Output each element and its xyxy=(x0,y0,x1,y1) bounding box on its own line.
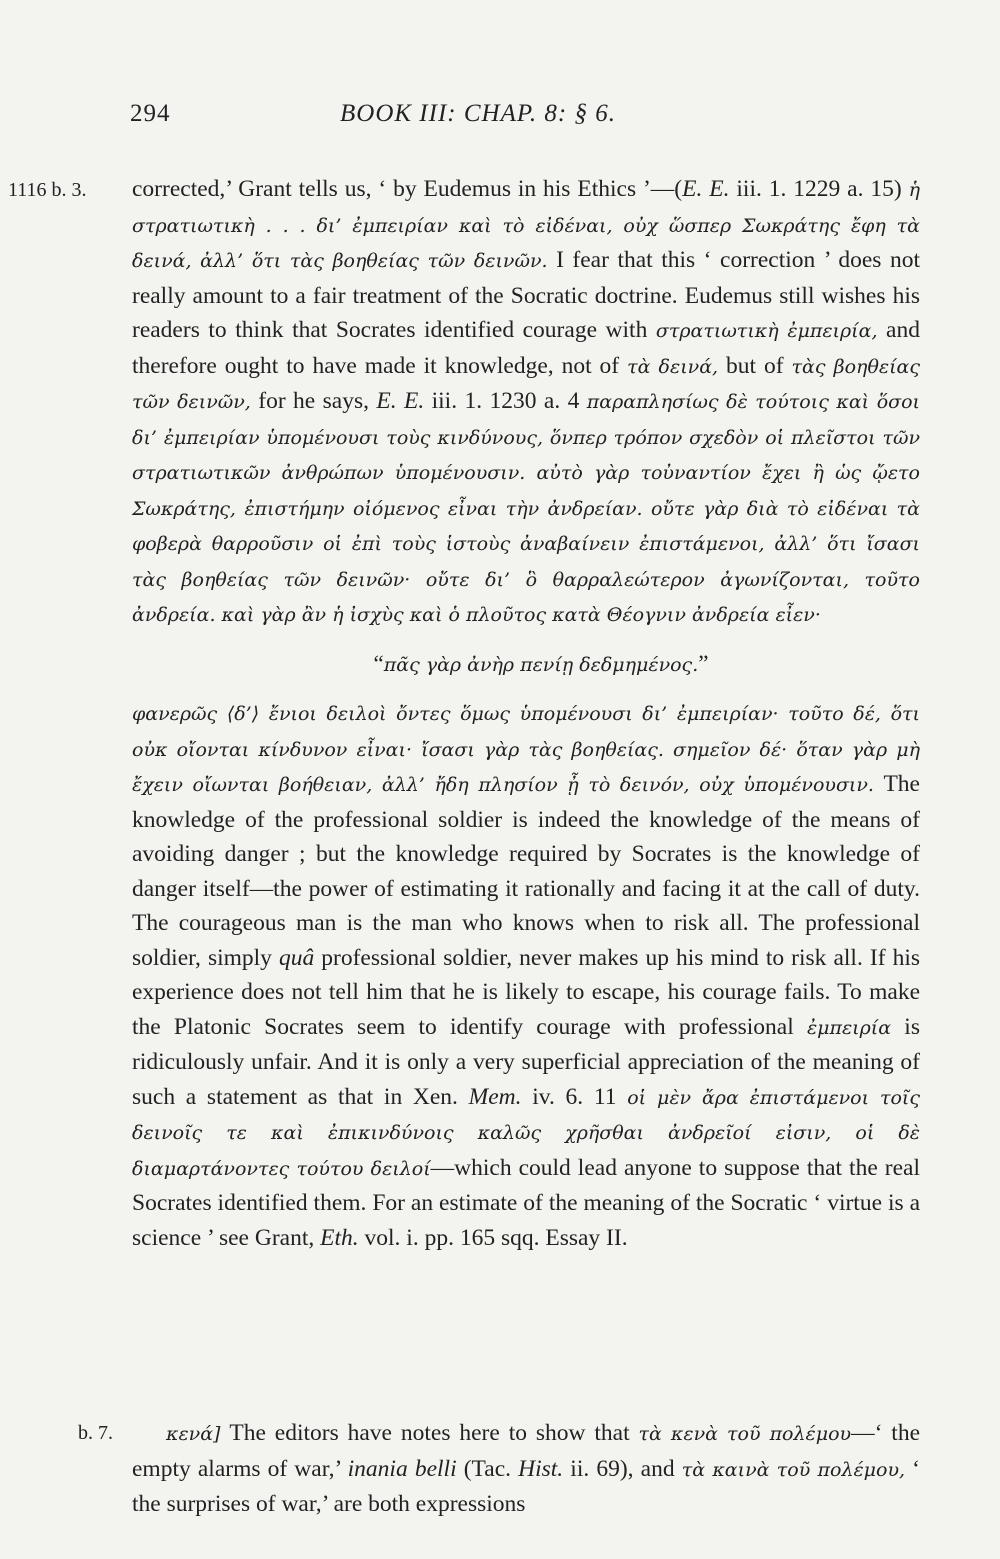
text-run: ‘ the surprises of war,’ are both expressions xyxy=(132,1455,921,1517)
quote-text: πᾶς γὰρ ἀνὴρ πενίῃ δεδμημένος. xyxy=(383,653,699,676)
greek-text: ἐμπειρία xyxy=(806,1016,892,1039)
italic-text: Mem. xyxy=(468,1083,522,1110)
greek-text: ἡ στρατιωτικὴ . . . δι’ ἐμπειρίαν καὶ τὸ εἰδέναι, οὐχ ὥσπερ Σωκράτης ἔφη τὰ δεινά, ἀλλ’ ὅτι τὰς βοηθείας τῶν δεινῶν. xyxy=(132,179,920,272)
text-run: for he says, xyxy=(250,388,377,414)
text-run: and therefore ought to have made it knowledge, not of xyxy=(132,317,920,379)
verse-quotation: “πᾶς γὰρ ἀνὴρ πενίῃ δεδμημένος.” xyxy=(373,650,709,676)
chapter-heading: BOOK III: CHAP. 8: § 6. xyxy=(340,100,616,127)
italic-text: E. E. xyxy=(376,388,425,414)
page-number: 294 xyxy=(130,100,171,127)
greek-text: φανερῶς ⟨δ’⟩ ἔνιοι δειλοὶ ὄντες ὅμως ὑπομένουσι δι’ ἐμπειρίαν· τοῦτο δέ, ὅτι οὐκ οἴονται κίνδυνον εἶναι· ἴσασι γὰρ τὰς βοηθείας. σημεῖον δέ· ὅταν γὰρ μὴ ἔχειν οἴωνται βοήθειαν, ἀλλ’ ἤδη πλησίον ᾖ τὸ δεινόν, οὐχ ὑπομένουσιν. xyxy=(132,703,920,796)
italic-text: E. E. xyxy=(682,176,730,202)
text-run: professional soldier, never makes up his mind to risk all. If his experience does not tell him that he is likely to escape, his courage fails. To make the Platonic Socrates seem to identify courage with professional xyxy=(132,944,920,1040)
text-run: (Tac. xyxy=(456,1455,519,1482)
note-paragraph xyxy=(132,1416,920,1522)
line-reference: b. 7. xyxy=(78,1422,113,1444)
text-run: iv. 6. 11 xyxy=(521,1083,628,1110)
greek-text: τὰ κενὰ τοῦ πολέμου xyxy=(638,1423,852,1445)
greek-text: κενά] xyxy=(166,1423,221,1445)
text-run: iii. 1. 1229 a. 15) xyxy=(729,176,909,202)
italic-text: Hist. xyxy=(518,1455,564,1482)
greek-text: τὰ δεινά, xyxy=(627,355,719,378)
greek-text: τὰς βοηθείας τῶν δεινῶν, xyxy=(132,355,920,413)
text-run: corrected,’ Grant tells us, ‘ by Eudemus in his Ethics ’—( xyxy=(132,176,683,202)
text-run: is ridiculously unfair. And it is only a very superficial appreciation of the meaning of such a statement as that in Xen. xyxy=(132,1013,920,1110)
text-run: ii. 69), and xyxy=(563,1455,682,1482)
text-run: The knowledge of the professional soldier is indeed the knowledge of the means of avoiding danger ; but the knowledge required by Socrates is the knowledge of danger itself—the power of estimating it rationally and facing it at the call of duty. The courageous man is the man who knows when to risk all. The professional soldier, simply xyxy=(132,771,920,971)
greek-text: παραπλησίως δὲ τούτοις καὶ ὅσοι δι’ ἐμπειρίαν ὑπομένουσι τοὺς κινδύνους, ὅνπερ τρόπον σχεδὸν οἱ πλεῖστοι τῶν στρατιωτικῶν ἀνθρώπων ὑπομένουσιν. αὐτὸ γὰρ τοὐναντίον ἔχει ἢ ὡς ᾤετο Σωκράτης, ἐπιστήμην οἰόμενος εἶναι τὴν ἀνδρείαν. οὔτε γὰρ διὰ τὸ εἰδέναι τὰ φοβερὰ θαρροῦσιν οἱ ἐπὶ τοὺς ἱστοὺς ἀναβαίνειν ἐπιστάμενοι, ἀλλ’ ὅτι ἴσασι τὰς βοηθείας τῶν δεινῶν· οὔτε δι’ ὃ θαρραλεώτερον ἀγωνίζονται, τοῦτο ἀνδρεία. καὶ γὰρ ἂν ἡ ἰσχὺς καὶ ὁ πλοῦτος κατὰ Θέογνιν ἀνδρεία εἶεν· xyxy=(132,391,920,626)
note-paragraph xyxy=(132,172,920,633)
text-run: vol. i. pp. 165 sqq. Essay II. xyxy=(358,1224,628,1251)
italic-text: inania belli xyxy=(347,1455,457,1482)
text-run: —which could lead anyone to suppose that the real Socrates identified them. For an estimate of the meaning of the Socratic ‘ virtue is a science ’ see Grant, xyxy=(132,1154,920,1251)
text-run: but of xyxy=(718,352,792,379)
text-run: —‘ the empty alarms of war,’ xyxy=(132,1420,921,1482)
text-run: The editors have notes here to show that xyxy=(220,1420,639,1446)
text-run: I fear that this ‘ correction ’ does not really amount to a fair treatment of the Socratic doctrine. Eudemus still wishes his readers to think that Socrates identified courage with xyxy=(132,247,920,343)
note-body xyxy=(132,172,920,1255)
italic-text: Eth. xyxy=(320,1224,359,1251)
greek-text: οἱ μὲν ἄρα ἐπιστάμενοι τοῖς δεινοῖς τε καὶ ἐπικινδύνοις καλῶς χρῆσθαι ἀνδρεῖοί εἰσιν, οἱ δὲ διαμαρτάνοντες τούτου δειλοί xyxy=(132,1086,920,1180)
note-body xyxy=(132,1416,920,1522)
greek-text: στρατιωτικὴ ἐμπειρία, xyxy=(655,320,878,342)
greek-text: τὰ καινὰ τοῦ πολέμου, xyxy=(681,1458,906,1481)
line-reference: 1116 b. 3. xyxy=(8,179,87,201)
italic-text: quâ xyxy=(278,944,315,971)
text-run: iii. 1. 1230 a. 4 xyxy=(424,388,587,414)
note-paragraph-continued xyxy=(132,696,920,1255)
